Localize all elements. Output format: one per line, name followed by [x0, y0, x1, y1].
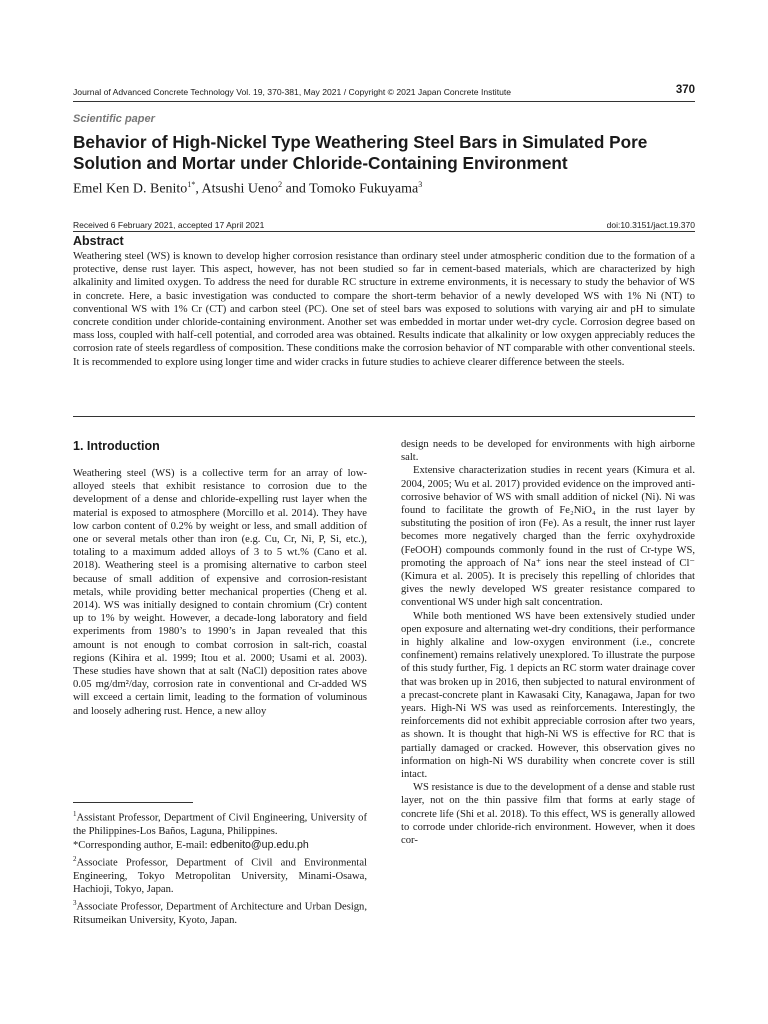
footnote-text: Assistant Professor, Department of Civil Engineering, University of the Philippines-Los Baños, Laguna, Philippines.: [73, 812, 367, 837]
article-title: Behavior of High-Nickel Type Weathering Steel Bars in Simulated Pore Solution and Mortar under Chloride-Containing Environment: [73, 132, 648, 173]
author-name: Atsushi Ueno: [201, 181, 279, 197]
footnotes: [73, 808, 367, 928]
page-header: [73, 84, 695, 102]
intro-paragraph-2: Extensive characterization studies in recent years (Kimura et al. 2004, 2005; Wu et al. 2017) provided evidence on the improved anti-corrosive behavior of WS with small addition of nickel (Ni). Ni was found to facilitate the growth of Fe₂NiO₄ in the rust layer by substituting the position of iron (Fe). As a result, the inner rust layer becomes more negatively charged than the ferric oxyhydroxide (FeOOH) compounds commonly found in the rust of Cr-type WS, promoting the approach of Na⁺ ions near the steel instead of Cl⁻ (Kimura et al. 2005). It is precisely this repelling of chlorides that gives the newly developed WS greater resistance compared to conventional WS under high salt concentration.: [401, 465, 695, 609]
section-heading: 1. Introduction: [73, 439, 160, 453]
paper-type-label: Scientific paper: [73, 113, 155, 125]
author-name: Emel Ken D. Benito: [73, 181, 188, 197]
intro-paragraph-4: WS resistance is due to the development of a dense and stable rust layer, not on the thin passive film that forms at early stage of concrete life (Shi et al. 2018). To this effect, WS is generally allowed to corrode under chloride-rich environment. However, when it does cor-: [401, 782, 695, 847]
doi-link[interactable]: doi:10.3151/jact.19.370: [606, 220, 695, 230]
author-affiliation-mark: 2: [278, 180, 283, 189]
footnote-divider: [73, 802, 193, 803]
author-list: [73, 180, 422, 198]
corresponding-label: *Corresponding author, E-mail:: [73, 839, 211, 851]
abstract-body: Weathering steel (WS) is known to develop higher corrosion resistance than ordinary steel under atmospheric condition due to the formation of a protective, dense rust layer. This aspect, however, has not been studied so far in cement-based materials, which are characterized by high alkalinity and limited oxygen. To address the need for durable RC structure in extreme environments, it is necessary to study the behavior of WS in concrete. Here, a basic investigation was conducted to compare the short-term behavior of a newly developed WS with 1% Ni (NT) to conventional WS with 1% Cr (CT) and carbon steel (PC). One set of steel bars was exposed to solutions with varying air and pH to simulate concrete condition under chloride-containing environment. Another set was embedded in mortar under wet-dry cycle. Corrosion degree based on mass loss, coupled with half-cell potential, and corroded area was obtained. Results indicate that alkalinity or low oxygen appreciably reduces the corrosion rate of steels regardless of composition. These conditions make the corrosion behavior of NT comparable with other conventional steels. It is recommended to explore using longer time and wider cracks in future studies to achieve clearer difference between the steels.: [73, 251, 695, 368]
abstract-heading: Abstract: [73, 234, 124, 248]
header-divider: [73, 101, 695, 102]
intro-paragraph-1: Weathering steel (WS) is a collective term for an array of low-alloyed steels that exhibit resistance to corrosion due to the development of a dense and chloride-expelling rust layer when the material is exposed to atmosphere (Morcillo et al. 2014). They have low carbon content of 0.2% by weight or less, and small addition of one or several metals other than iron (e.g. Cu, Cr, Ni, P, Si, etc.), totaling to a maximum added alloys of 3 to 5 wt.% (Cano et al. 2018). Weathering steel is a promising alternative to carbon steel because of small addition of expensive and corrosion-resistant metals, while providing better mechanical properties (Cheng et al. 2014). WS was initially designed to contain chromium (Cr) content up to 1% by weight. However, a decade-long laboratory and field experiments from 1980’s to 1990’s in Japan revealed that this amount is not enough to combat corrosion in salt-rich, coastal regions (Kihira et al. 1999; Itou et al. 2000; Usami et al. 2003). These studies have shown that at salt (NaCl) deposition rates above 0.05 mg/dm²/day, corrosion rate in conventional and Cr-added WS will exceed a certain limit, leading to the formation of voluminous and loosely adhering rust. Hence, a new alloy: [73, 468, 367, 717]
journal-citation: Journal of Advanced Concrete Technology Vol. 19, 370-381, May 2021 / Copyright © 2021 Japan Concrete Institute: [73, 87, 512, 97]
right-column: [401, 438, 695, 847]
footnote-affiliation-3: [73, 897, 367, 927]
footnote-text: Associate Professor, Department of Architecture and Urban Design, Ritsumeikan University, Kyoto, Japan.: [73, 901, 367, 927]
footnote-mark: 1: [73, 810, 77, 818]
page-number: 370: [675, 84, 695, 96]
author-name: Tomoko Fukuyama: [309, 181, 419, 197]
footnote-affiliation-2: [73, 853, 367, 896]
author-affiliation-mark: 1*: [187, 180, 196, 189]
abstract-divider-top: [73, 231, 695, 232]
left-column: [73, 438, 367, 718]
email-link[interactable]: edbenito@up.edu.ph: [210, 838, 309, 851]
footnote-mark: 3: [73, 899, 77, 908]
intro-paragraph-1-continued: design needs to be developed for environments with high airborne salt.: [401, 439, 695, 464]
received-dates: Received 6 February 2021, accepted 17 April 2021: [73, 220, 265, 230]
footnote-mark: 2: [73, 855, 77, 864]
intro-paragraph-3: While both mentioned WS have been extensively studied under open exposure and alternating wet-dry conditions, their performance in highly alkaline and low-oxygen environment (i.e., concrete confinement) remains relatively unexplored. To illustrate the purpose of this study further, Fig. 1 depicts an RC storm water drainage cover that was broken up in 2016, then subjected to natural environment of a precast-concrete plant in Kawasaki City, Kanagawa, Japan for two years. High-Ni WS was used as reinforcements. Interestingly, the reinforcements did not exhibit appreciable corrosion after two years, as shown. It is thought that high-Ni WS is effective for RC that is partially damaged or cracked. However, this observation gives no information on high-Ni WS durability when concrete cover is still intact.: [401, 610, 695, 781]
abstract-divider-bottom: [73, 416, 695, 417]
corresponding-author: [73, 839, 367, 852]
footnote-text: Associate Professor, Department of Civil and Environmental Engineering, Tokyo Metropolitan University, Minami-Osawa, Hachioji, Tokyo, Japan.: [73, 857, 367, 896]
author-affiliation-mark: 3: [418, 180, 423, 189]
author-separator: ,: [195, 181, 202, 197]
footnote-affiliation-1: [73, 808, 367, 838]
author-separator: and: [282, 181, 310, 197]
